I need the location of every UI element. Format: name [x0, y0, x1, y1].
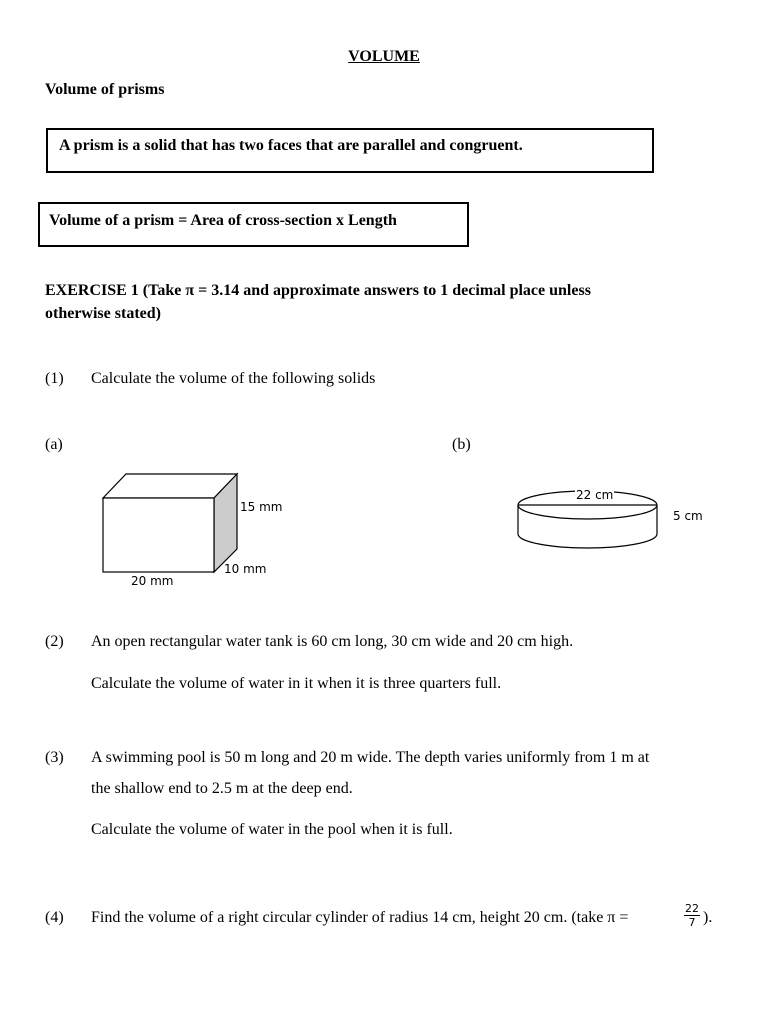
question-2-number: (2) [45, 633, 64, 650]
formula-text: Volume of a prism = Area of cross-section x Length [49, 212, 397, 229]
cuboid-front-face [103, 498, 214, 572]
definition-box [46, 128, 654, 173]
question-4-end: ). [703, 909, 713, 926]
question-2-line2: Calculate the volume of water in it when it is three quarters full. [91, 675, 502, 692]
question-3-line1: A swimming pool is 50 m long and 20 m wide. The depth varies uniformly from 1 m at [91, 749, 650, 766]
exercise-heading-line2: otherwise stated) [45, 305, 161, 322]
question-4-number: (4) [45, 909, 64, 926]
question-1-text: Calculate the volume of the following solids [91, 370, 376, 387]
question-4-text: Find the volume of a right circular cylinder of radius 14 cm, height 20 cm. (take π = [91, 909, 629, 926]
pi-fraction-numerator: 22 [685, 902, 699, 915]
question-1-number: (1) [45, 370, 64, 387]
cylinder-diameter-label: 22 cm [576, 488, 614, 502]
exercise-heading-line1: EXERCISE 1 (Take π = 3.14 and approximate answers to 1 decimal place unless [45, 282, 591, 299]
cuboid-depth-label: 10 mm [224, 562, 267, 576]
cuboid-height-label: 15 mm [240, 500, 283, 514]
pi-fraction-denominator: 7 [688, 916, 696, 929]
cylinder-height-label: 5 cm [673, 509, 703, 523]
part-a-label: (a) [45, 436, 63, 453]
question-2-line1: An open rectangular water tank is 60 cm long, 30 cm wide and 20 cm high. [91, 633, 574, 650]
definition-text: A prism is a solid that has two faces that are parallel and congruent. [59, 137, 523, 154]
cuboid-length-label: 20 mm [131, 574, 174, 588]
formula-box [38, 202, 469, 247]
pi-fraction [684, 902, 700, 929]
question-3-number: (3) [45, 749, 64, 766]
section-heading: Volume of prisms [45, 81, 165, 98]
page-title: VOLUME [348, 48, 420, 65]
question-3-line3: Calculate the volume of water in the pool when it is full. [91, 821, 453, 838]
part-b-label: (b) [452, 436, 471, 453]
question-3-line2: the shallow end to 2.5 m at the deep end. [91, 780, 353, 797]
